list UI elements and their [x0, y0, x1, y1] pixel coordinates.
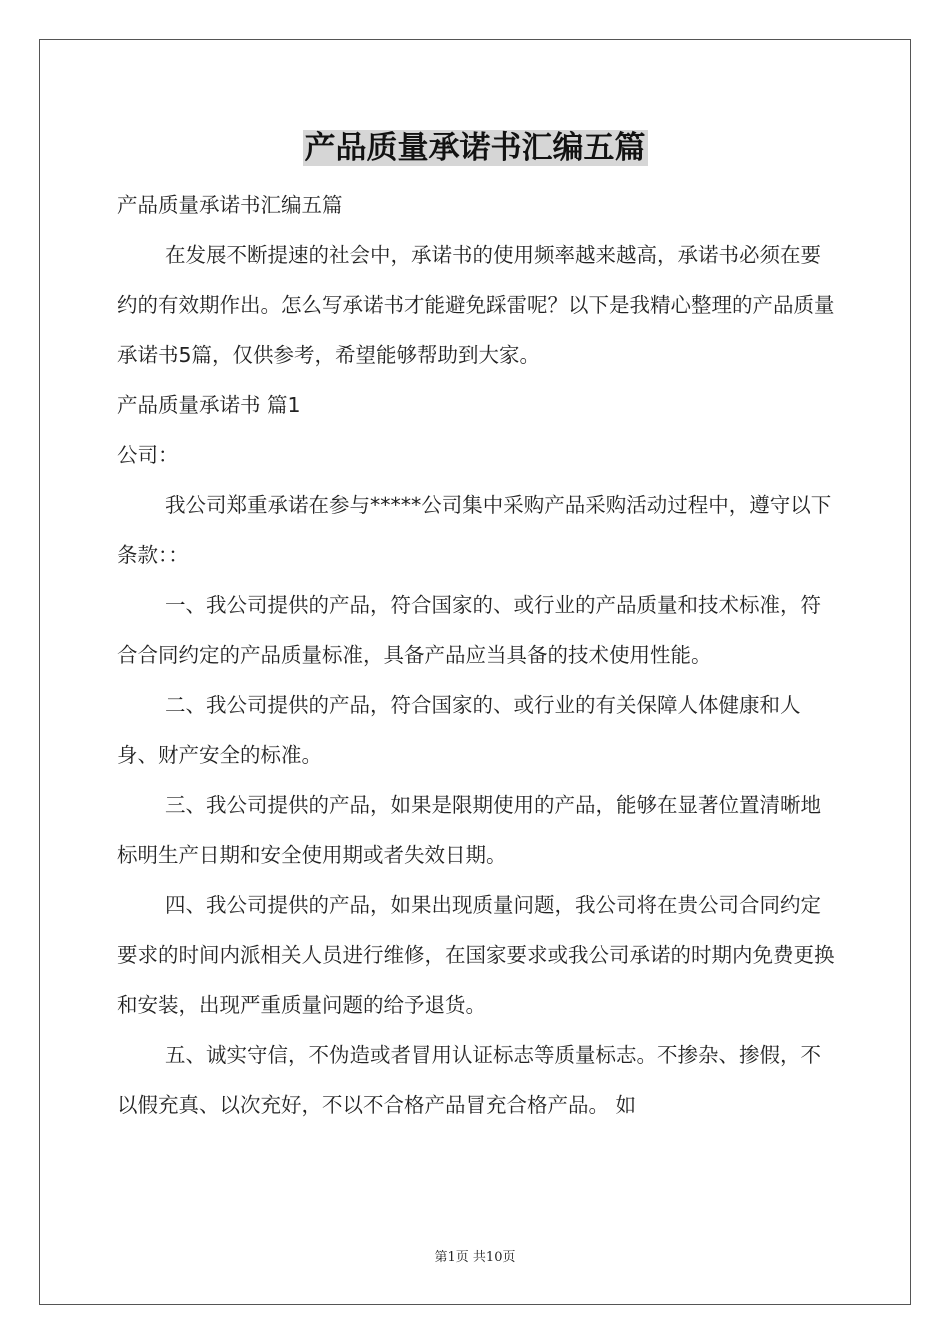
document-body [117, 180, 837, 1130]
paragraph-clause-1: 一、我公司提供的产品，符合国家的、或行业的产品质量和技术标准，符合合同约定的产品质量标准，具备产品应当具备的技术使用性能。 [117, 593, 821, 667]
paragraph-clause-2: 二、我公司提供的产品，符合国家的、或行业的有关保障人体健康和人身、财产安全的标准。 [117, 693, 801, 767]
page-footer: 第1页 共10页 [434, 1250, 516, 1265]
paragraph-section-heading: 产品质量承诺书 篇1 [117, 393, 301, 417]
paragraph-clause-3: 三、我公司提供的产品，如果是限期使用的产品，能够在显著位置清晰地标明生产日期和安全使用期或者失效日期。 [117, 793, 821, 867]
document-title [0, 126, 950, 170]
paragraph-salutation: 公司： [117, 443, 179, 467]
paragraph-commitment: 我公司郑重承诺在参与*****公司集中采购产品采购活动过程中，遵守以下条款：： [117, 493, 832, 567]
paragraph-clause-5: 五、诚实守信，不伪造或者冒用认证标志等质量标志。不掺杂、掺假，不以假充真、以次充好，不以不合格产品冒充合格产品。 如 [117, 1043, 821, 1117]
paragraph-subtitle: 产品质量承诺书汇编五篇 [117, 193, 343, 217]
paragraph-clause-4: 四、我公司提供的产品，如果出现质量问题，我公司将在贵公司合同约定要求的时间内派相关人员进行维修，在国家要求或我公司承诺的时期内免费更换和安装，出现严重质量问题的给予退货。 [117, 893, 835, 1017]
document-title-text: 产品质量承诺书汇编五篇 [304, 130, 646, 166]
paragraph-intro: 在发展不断提速的社会中，承诺书的使用频率越来越高，承诺书必须在要约的有效期作出。怎么写承诺书才能避免踩雷呢？以下是我精心整理的产品质量承诺书5篇，仅供参考，希望能够帮助到大家。 [117, 243, 835, 367]
